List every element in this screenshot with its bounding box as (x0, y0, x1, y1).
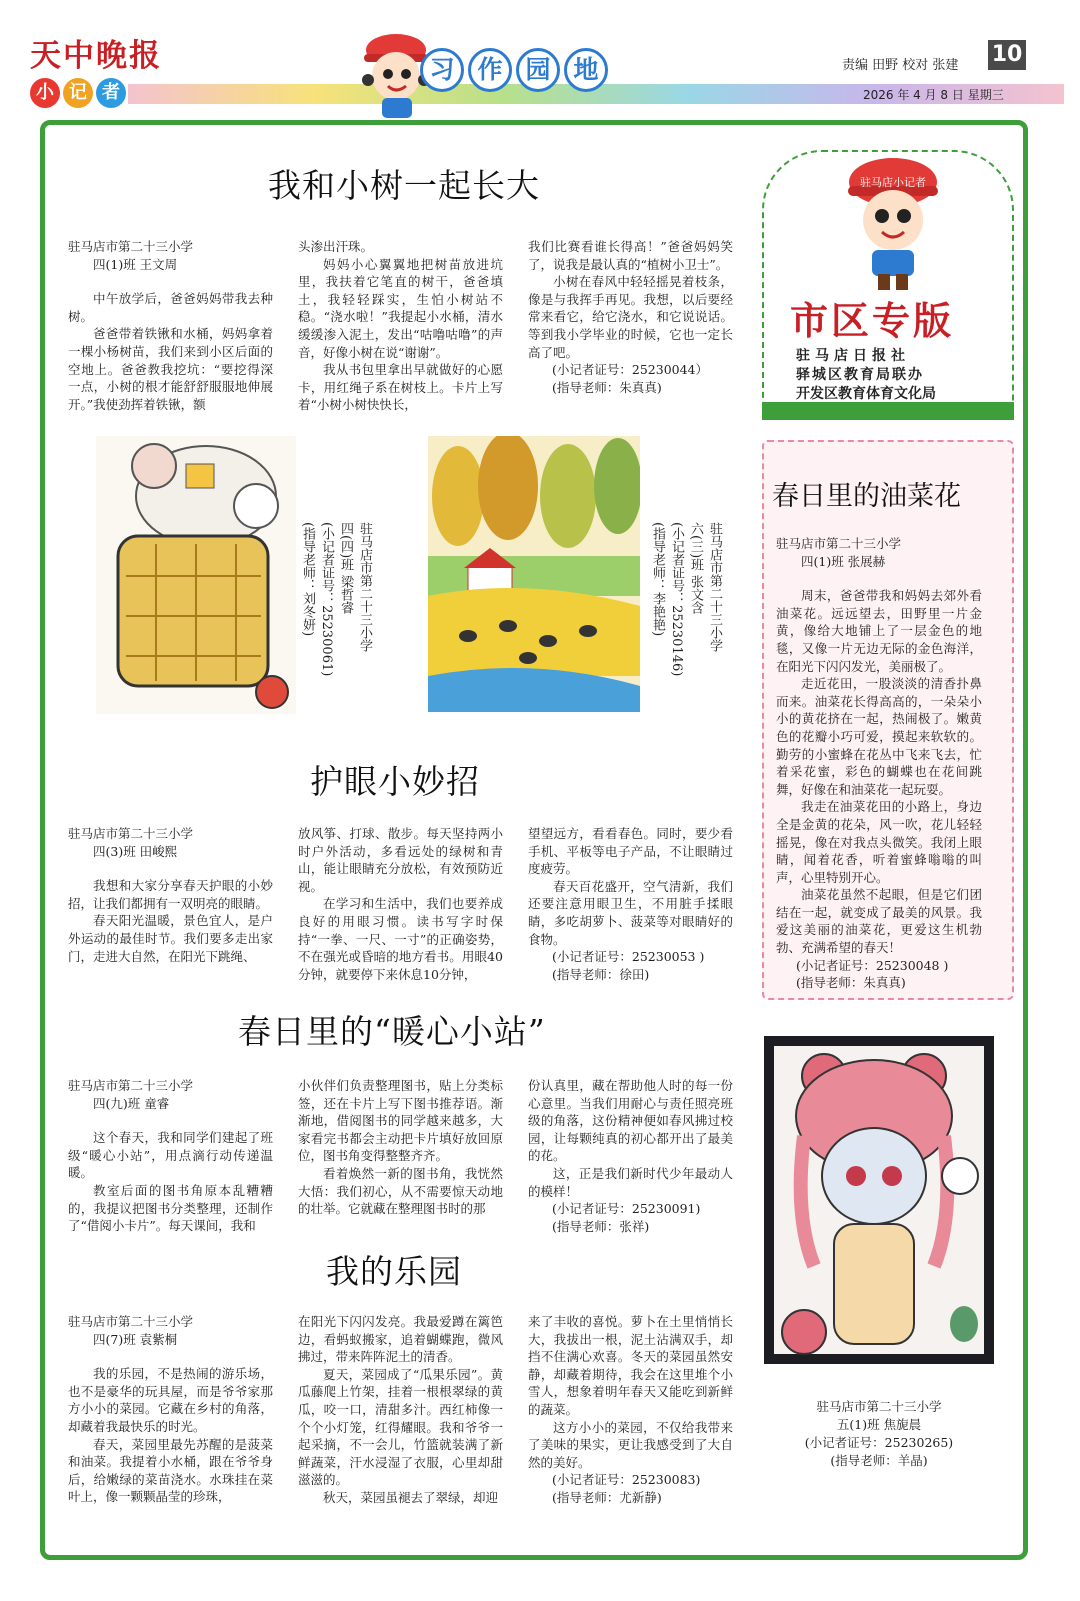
subbrand-char: 小 (30, 78, 60, 108)
masthead: 天中晚报 (30, 38, 162, 74)
caption-teacher: (指导老师：刘冬妍) (300, 522, 315, 637)
caption-class: 四(四)班 梁哲睿 (338, 522, 353, 615)
subbrand-char: 者 (96, 78, 126, 108)
mascot-cap-text: 驻马店小记者 (860, 176, 926, 189)
paragraph: 教室后面的图书角原本乱糟糟的，我提议把图书分类整理，还制作了“借阅小卡片”。每天课间，我和 (68, 1182, 273, 1234)
article-column (68, 1077, 273, 1235)
drawing-bear-hat-girl-icon (764, 1036, 994, 1364)
paragraph: 望望远方，看看春色。同时，要少看手机、平板等电子产品，不让眼睛过度疲劳。 (528, 826, 733, 877)
caption-teacher: (指导老师：羊晶) (830, 1453, 928, 1468)
student-drawing (428, 436, 640, 712)
article-column (298, 1077, 503, 1218)
paragraph: 妈妈小心翼翼地把树苗放进坑里，我扶着它笔直的树干，爸爸填土，我轻轻踩实，生怕小树站不稳。“浇水啦！”我提起小水桶，清水缓缓渗入泥土，发出“咕噜咕噜”的声音，好像小树在说“谢谢”。 (298, 256, 503, 360)
article-column (68, 825, 273, 965)
author-class: 四(九)班 童睿 (93, 1095, 170, 1111)
article-column (68, 238, 273, 413)
paragraph: 走近花田，一股淡淡的清香扑鼻而来。油菜花长得高高的，一朵朵小小的黄花挤在一起，热闹极了。嫩黄色的花瓣小巧可爱，摸起来软软的。勤劳的小蜜蜂在花丛中飞来飞去，忙着采花蜜，彩色的蝴蝶也在花间跳舞，好像在和油菜花一起玩耍。 (776, 676, 982, 797)
author-class: 四(7)班 袁紫桐 (93, 1331, 178, 1347)
article-column (528, 1077, 733, 1235)
page-number: 10 (988, 40, 1026, 70)
article-column (776, 535, 982, 992)
promo-title: 市区专版 (790, 299, 955, 343)
student-drawing (96, 436, 296, 714)
drawing-caption (648, 522, 724, 712)
paragraph: 我从书包里拿出早就做好的心愿卡，用红绳子系在树枝上。卡片上写着“小树小树快快长， (298, 362, 503, 413)
caption-school: 驻马店市第二十三小学 (357, 522, 372, 652)
paragraph: 小伙伴们负责整理图书，贴上分类标签，还在卡片上写下图书推荐语。渐渐地，借阅图书的同学越来越多，大家看完书都会主动把卡片填好放回原位，图书角变得整整齐齐。 (298, 1078, 503, 1164)
article-title: 我和小树一起长大 (268, 166, 540, 205)
caption-school: 驻马店市第二十三小学 (816, 1399, 942, 1414)
article-column (298, 238, 503, 414)
school-name: 驻马店市第二十三小学 (776, 536, 902, 551)
paragraph: 春天，菜园里最先苏醒的是菠菜和油菜。我提着小水桶，跟在爷爷身后，给嫩绿的菜苗浇水。水珠挂在菜叶上，像一颗颗晶莹的珍珠， (68, 1436, 273, 1505)
section-title-char: 作 (468, 48, 512, 92)
paragraph: 油菜花虽然不起眼，但是它们团结在一起，就变成了最美的风景。我爱这美丽的油菜花，更爱这生机勃勃、充满希望的春天！ (776, 887, 982, 956)
paragraph: 这，正是我们新时代少年最动人的模样！ (528, 1165, 733, 1199)
promo-org: 驿城区教育局联办 (796, 367, 924, 383)
caption-reporter-id: (小记者证号：25230061) (319, 522, 334, 677)
drawing-caption (298, 522, 374, 712)
paragraph: 周末，爸爸带我和妈妈去郊外看油菜花。远远望去，田野里一片金黄，像给大地铺上了一层金色的地毯，又像一片无边无际的金色海洋，在阳光下闪闪发光，美丽极了。 (776, 588, 982, 674)
article-column (528, 238, 733, 396)
reporter-id: (小记者证号：25230044） (552, 362, 709, 378)
paragraph: 放风筝、打球、散步。每天坚持两小时户外活动，多看远处的绿树和青山，能让眼睛充分放松，有效预防近视。 (298, 826, 503, 894)
subbrand (30, 78, 126, 108)
paragraph: 我们比赛看谁长得高！”爸爸妈妈笑了，说我是最认真的“植树小卫士”。 (528, 239, 733, 272)
section-title-char: 地 (564, 48, 608, 92)
teacher-credit: (指导老师：朱真真) (796, 975, 906, 991)
teacher-credit: (指导老师：朱真真) (552, 379, 662, 395)
article-column (298, 1313, 503, 1507)
article-column (528, 825, 733, 983)
caption-school: 驻马店市第二十三小学 (707, 522, 722, 652)
reporter-id: (小记者证号：25230083) (552, 1472, 701, 1488)
paragraph: 在学习和生活中，我们也要养成良好的用眼习惯。读书写字时保持“一拳、一尺、一寸”的正确姿势，不在强光或昏暗的地方看书。用眼40分钟，就要停下来休息10分钟， (298, 896, 503, 982)
editor-credit: 责编 田野 校对 张建 (842, 58, 959, 73)
reporter-id: (小记者证号：25230048 ) (796, 957, 949, 973)
paragraph: 春天百花盛开，空气清新，我们还要注意用眼卫生，不用脏手揉眼睛，多吃胡萝卜、菠菜等对眼睛好的食物。 (528, 878, 733, 947)
promo-band (762, 402, 1014, 420)
paragraph: 秋天，菜园虽褪去了翠绿，却迎 (323, 1489, 499, 1505)
paragraph: 我的乐园，不是热闹的游乐场，也不是豪华的玩具屋，而是爷爷家那方小小的菜园。它藏在乡村的角落，却藏着我最快乐的时光。 (68, 1366, 273, 1434)
drawing-farm-landscape-icon (428, 436, 640, 712)
date-line: 2026 年 4 月 8 日 星期三 (863, 88, 1004, 102)
article-title: 春日里的“暖心小站” (238, 1012, 546, 1051)
caption-reporter-id: (小记者证号：25230146) (669, 522, 684, 677)
paragraph: 来了丰收的喜悦。萝卜在土里悄悄长大，我拔出一根，泥土沾满双手，却挡不住满心欢喜。冬天的菜园虽然安静，却藏着期待，我会在这里堆个小雪人，想象着明年春天又能吃到新鲜的蔬菜。 (528, 1314, 733, 1417)
teacher-credit: (指导老师：徐田) (552, 966, 650, 982)
school-name: 驻马店市第二十三小学 (68, 1314, 194, 1329)
teacher-credit: (指导老师：尤新静) (552, 1489, 662, 1505)
paragraph: 夏天，菜园成了“瓜果乐园”。黄瓜藤爬上竹架，挂着一根根翠绿的黄瓜，咬一口，清甜多汁。西红柿像一个个小灯笼，红得耀眼。我和爷爷一起采摘，不一会儿，竹篮就装满了新鲜蔬菜，汗水浸湿了衣服，心里却甜滋滋的。 (298, 1366, 503, 1488)
subbrand-char: 记 (63, 78, 93, 108)
mascot-icon (838, 152, 948, 292)
author-class: 四(1)班 王文周 (93, 256, 178, 272)
article-title: 护眼小妙招 (310, 762, 480, 801)
school-name: 驻马店市第二十三小学 (68, 826, 194, 841)
school-name: 驻马店市第二十三小学 (68, 239, 194, 254)
article-column (68, 1313, 273, 1506)
teacher-credit: (指导老师：张祥) (552, 1218, 650, 1234)
school-name: 驻马店市第二十三小学 (68, 1078, 194, 1093)
section-title-char: 园 (516, 48, 560, 92)
caption-class: 六(三)班 张文含 (688, 522, 703, 615)
article-column (298, 825, 503, 983)
article-column (528, 1313, 733, 1507)
section-title-char: 习 (420, 48, 464, 92)
promo-org: 驻马店日报社 (796, 348, 910, 364)
paragraph: 在阳光下闪闪发亮。我最爱蹲在篱笆边，看蚂蚁搬家，追着蝴蝶跑，微风拂过，带来阵阵泥土的清香。 (298, 1314, 503, 1365)
drawing-caption (768, 1398, 990, 1470)
paragraph: 这个春天，我和同学们建起了班级“暖心小站”，用点滴行动传递温暖。 (68, 1130, 273, 1181)
article-title: 春日里的油菜花 (772, 481, 961, 512)
reporter-id: (小记者证号：25230091) (552, 1201, 701, 1217)
paragraph: 这方小小的菜园，不仅给我带来了美味的果实，更让我感受到了大自然的美好。 (528, 1419, 733, 1470)
reporter-id: (小记者证号：25230053 ) (552, 949, 705, 965)
caption-reporter-id: (小记者证号：25230265) (804, 1435, 954, 1450)
paragraph: 我想和大家分享春天护眼的小妙招，让我们都拥有一双明亮的眼睛。 (68, 878, 273, 911)
paragraph: 中午放学后，爸爸妈妈带我去种树。 (68, 291, 273, 324)
paragraph: 我走在油菜花田的小路上，身边全是金黄的花朵，风一吹，花儿轻轻摇晃，像在对我点头微笑。我闭上眼睛，闻着花香，听着蜜蜂嗡嗡的叫声，心里特别开心。 (776, 799, 982, 885)
paragraph: 份认真里，藏在帮助他人时的每一份心意里。当我们用耐心与责任照亮班级的角落，这份精神便如春风拂过校园，让每颗纯真的初心都开出了最美的花。 (528, 1078, 733, 1164)
promo-org: 开发区教育体育文化局 (796, 386, 936, 402)
drawing-cartoon-girl-icon (96, 436, 296, 714)
student-drawing (764, 1036, 994, 1364)
paragraph: 小树在春风中轻轻摇晃着枝条，像是与我挥手再见。我想，以后要经常来看它，给它浇水，和它说说话。等到我小学毕业的时候，它也一定长高了吧。 (528, 274, 733, 360)
caption-teacher: (指导老师：李艳艳) (650, 522, 665, 637)
paragraph: 春天阳光温暖，景色宜人，是户外运动的最佳时节。我们要多走出家门，走进大自然，在阳光下跳绳、 (68, 913, 273, 964)
paragraph: 爸爸带着铁锹和水桶，妈妈拿着一棵小杨树苗，我们来到小区后面的空地上。爸爸教我挖坑：“要挖得深一点，小树的根才能舒舒服服地伸展开。”我使劲挥着铁锹，额 (68, 326, 273, 412)
author-class: 四(1)班 张展赫 (801, 553, 886, 569)
paragraph: 看着焕然一新的图书角，我恍然大悟：我们初心，从不需要惊天动地的壮举。它就藏在整理图书时的那 (298, 1165, 503, 1217)
caption-class: 五(1)班 焦旎晨 (836, 1417, 922, 1432)
author-class: 四(3)班 田峻熙 (93, 843, 178, 859)
paragraph: 头渗出汗珠。 (298, 239, 374, 254)
section-title (420, 48, 608, 92)
article-title: 我的乐园 (326, 1252, 462, 1291)
